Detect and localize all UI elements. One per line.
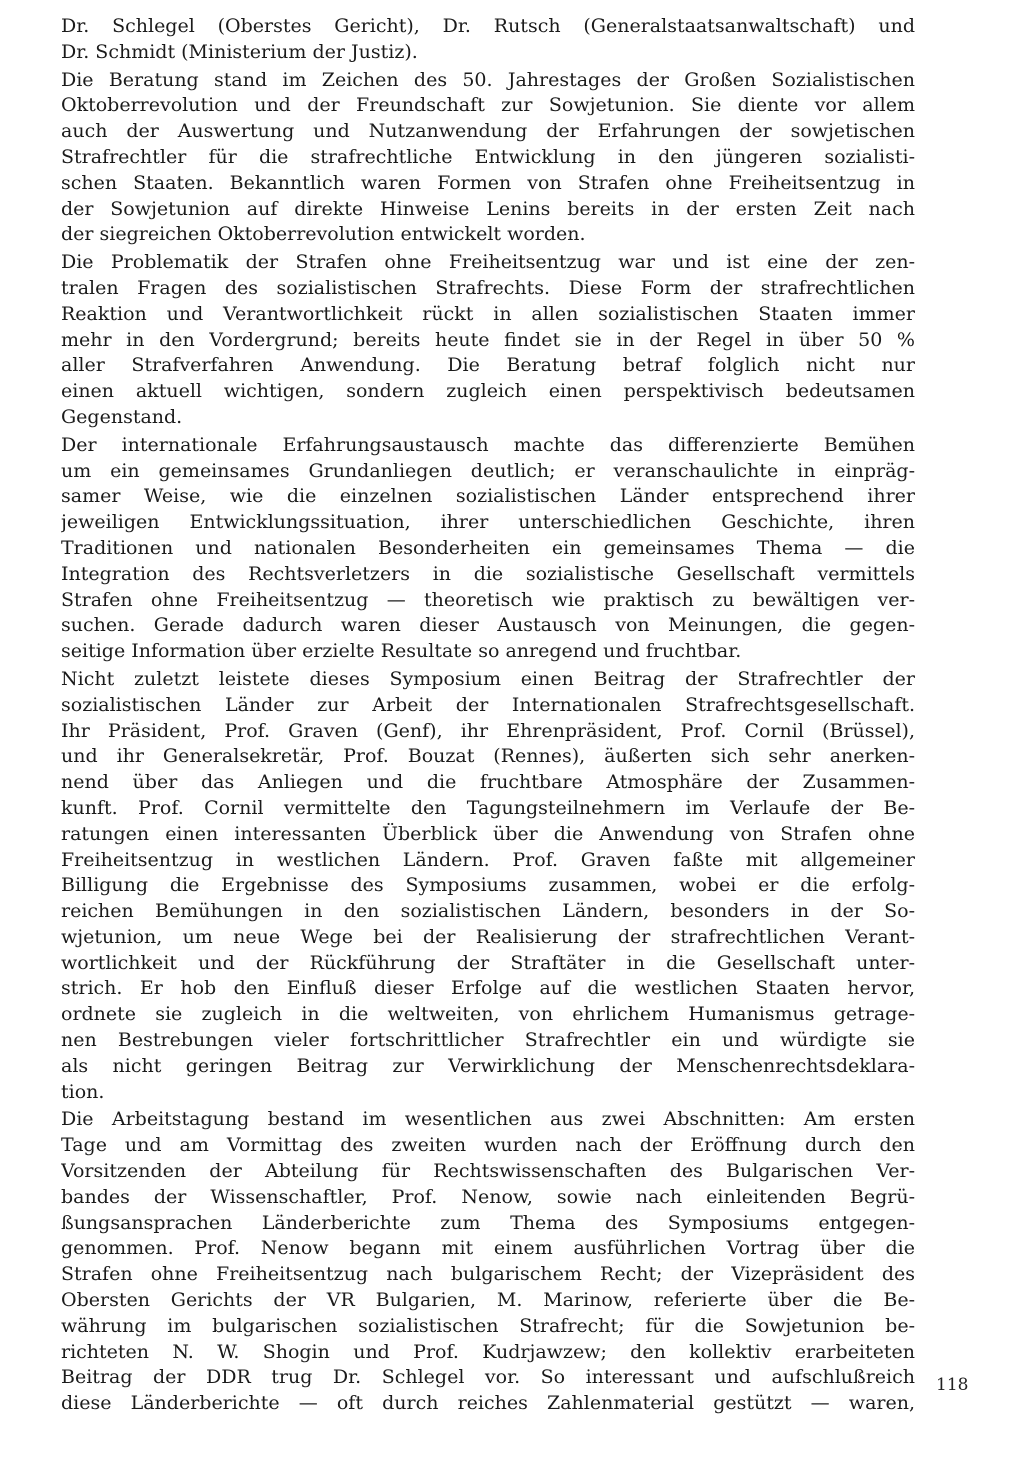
text-line: aller Strafverfahren Anwendung. Die Beratung betraf folglich nicht nur — [61, 354, 915, 377]
text-line: der Sowjetunion auf direkte Hinweise Lenins bereits in der ersten Zeit nach — [61, 197, 915, 220]
text-line: bandes der Wissenschaftler, Prof. Nenow, sowie nach einleitenden Begrü- — [61, 1185, 915, 1208]
text-line: Traditionen und nationalen Besonderheiten ein gemeinsames Thema — die — [61, 536, 915, 559]
text-line: Integration des Rechtsverletzers in die sozialistische Gesellschaft vermittels — [61, 562, 915, 585]
text-line: Die Problematik der Strafen ohne Freiheitsentzug war und ist eine der zen- — [61, 251, 915, 274]
text-line: Dr. Schmidt (Ministerium der Justiz). — [61, 40, 418, 63]
text-line: wjetunion, um neue Wege bei der Realisierung der strafrechtlichen Verant- — [61, 925, 915, 948]
text-line: diese Länderberichte — oft durch reiches Zahlenmaterial gestützt — waren, — [61, 1392, 915, 1415]
text-line: der siegreichen Oktoberrevolution entwickelt worden. — [61, 223, 586, 246]
text-line: seitige Information über erzielte Resultate so anregend und fruchtbar. — [61, 640, 742, 663]
text-line: auch der Auswertung und Nutzanwendung der Erfahrungen der sowjetischen — [61, 120, 915, 143]
text-line: mehr in den Vordergrund; bereits heute findet sie in der Regel in über 50 % — [61, 328, 915, 351]
text-line: wortlichkeit und der Rückführung der Straftäter in die Gesellschaft unter- — [61, 951, 915, 974]
text-line: Die Arbeitstagung bestand im wesentlichen aus zwei Abschnitten: Am ersten — [61, 1108, 915, 1131]
text-line: sozialistischen Länder zur Arbeit der Internationalen Strafrechtsgesellschaft. — [61, 693, 915, 716]
text-line: Vorsitzenden der Abteilung für Rechtswissenschaften des Bulgarischen Ver- — [61, 1160, 915, 1183]
text-line: Strafen ohne Freiheitsentzug — theoretisch wie praktisch zu bewältigen ver- — [61, 588, 915, 611]
text-line: Gegenstand. — [61, 405, 183, 428]
text-line: Strafen ohne Freiheitsentzug nach bulgarischem Recht; der Vizepräsident des — [61, 1263, 915, 1286]
text-line: Tage und am Vormittag des zweiten wurden nach der Eröffnung durch den — [61, 1134, 915, 1157]
page-number: 118 — [936, 1375, 969, 1395]
text-line: nen Bestrebungen vieler fortschrittlicher Strafrechtler ein und würdigte sie — [61, 1029, 915, 1052]
text-line: Dr. Schlegel (Oberstes Gericht), Dr. Rutsch (Generalstaatsanwaltschaft) und — [61, 15, 915, 37]
text-line: Freiheitsentzug in westlichen Ländern. Prof. Graven faßte mit allgemeiner — [61, 848, 915, 871]
text-line: ordnete sie zugleich in die weltweiten, von ehrlichem Humanismus getrage- — [61, 1003, 915, 1026]
text-line: richteten N. W. Shogin und Prof. Kudrjawzew; den kollektiv erarbeiteten — [61, 1340, 915, 1363]
text-line: um ein gemeinsames Grundanliegen deutlich; er veranschaulichte in einpräg- — [61, 459, 915, 482]
text-line: jeweiligen Entwicklungssituation, ihrer unterschiedlichen Geschichte, ihren — [61, 511, 915, 534]
text-line: als nicht geringen Beitrag zur Verwirklichung der Menschenrechtsdeklara- — [61, 1054, 915, 1077]
text-line: tralen Fragen des sozialistischen Strafrechts. Diese Form der strafrechtlichen — [61, 276, 915, 299]
text-line: reichen Bemühungen in den sozialistischen Ländern, besonders in der So- — [61, 900, 915, 923]
paragraph-arbeitstagung — [61, 1107, 915, 1417]
text-line: Nicht zuletzt leistete dieses Symposium einen Beitrag der Strafrechtler der — [61, 667, 915, 690]
text-line: ratungen einen interessanten Überblick über die Anwendung von Strafen ohne — [61, 822, 915, 845]
text-line: Strafrechtler für die strafrechtliche Entwicklung in den jüngeren sozialisti- — [61, 145, 915, 168]
paragraph-problematik — [61, 250, 915, 431]
text-line: Ihr Präsident, Prof. Graven (Genf), ihr Ehrenpräsident, Prof. Cornil (Brüssel), — [61, 719, 915, 742]
text-line: suchen. Gerade dadurch waren dieser Austausch von Meinungen, die gegen- — [61, 614, 915, 637]
paragraph-anniversary — [61, 68, 915, 249]
document-page — [61, 14, 915, 1419]
text-line: Die Beratung stand im Zeichen des 50. Jahrestages der Großen Sozialistischen — [61, 68, 915, 91]
paragraph-exchange — [61, 433, 915, 665]
text-line: samer Weise, wie die einzelnen sozialistischen Länder entsprechend ihrer — [61, 485, 915, 508]
text-line: einen aktuell wichtigen, sondern zugleich einen perspektivisch bedeutsamen — [61, 380, 915, 403]
text-line: nend über das Anliegen und die fruchtbare Atmosphäre der Zusammen- — [61, 771, 915, 794]
text-line: Beitrag der DDR trug Dr. Schlegel vor. So interessant und aufschlußreich — [61, 1366, 915, 1389]
text-line: Billigung die Ergebnisse des Symposiums zusammen, wobei er die erfolg- — [61, 874, 915, 897]
text-line: und ihr Generalsekretär, Prof. Bouzat (Rennes), äußerten sich sehr anerken- — [61, 745, 915, 768]
text-line: ßungsansprachen Länderberichte zum Thema des Symposiums entgegen- — [61, 1211, 915, 1234]
paragraph-participants — [61, 14, 915, 66]
text-line: Der internationale Erfahrungsaustausch machte das differenzierte Bemühen — [61, 433, 915, 456]
text-line: tion. — [61, 1080, 105, 1103]
text-line: Reaktion und Verantwortlichkeit rückt in allen sozialistischen Staaten immer — [61, 302, 915, 325]
text-line: strich. Er hob den Einfluß dieser Erfolge auf die westlichen Staaten hervor, — [61, 977, 915, 1000]
text-line: kunft. Prof. Cornil vermittelte den Tagungsteilnehmern im Verlaufe der Be- — [61, 796, 915, 819]
text-line: Obersten Gerichts der VR Bulgarien, M. Marinow, referierte über die Be- — [61, 1289, 915, 1312]
text-line: Oktoberrevolution und der Freundschaft zur Sowjetunion. Sie diente vor allem — [61, 94, 915, 117]
text-line: genommen. Prof. Nenow begann mit einem ausführlichen Vortrag über die — [61, 1237, 915, 1260]
paragraph-international — [61, 667, 915, 1106]
text-line: währung im bulgarischen sozialistischen Strafrecht; für die Sowjetunion be- — [61, 1314, 915, 1337]
text-line: schen Staaten. Bekanntlich waren Formen von Strafen ohne Freiheitsentzug in — [61, 171, 915, 194]
